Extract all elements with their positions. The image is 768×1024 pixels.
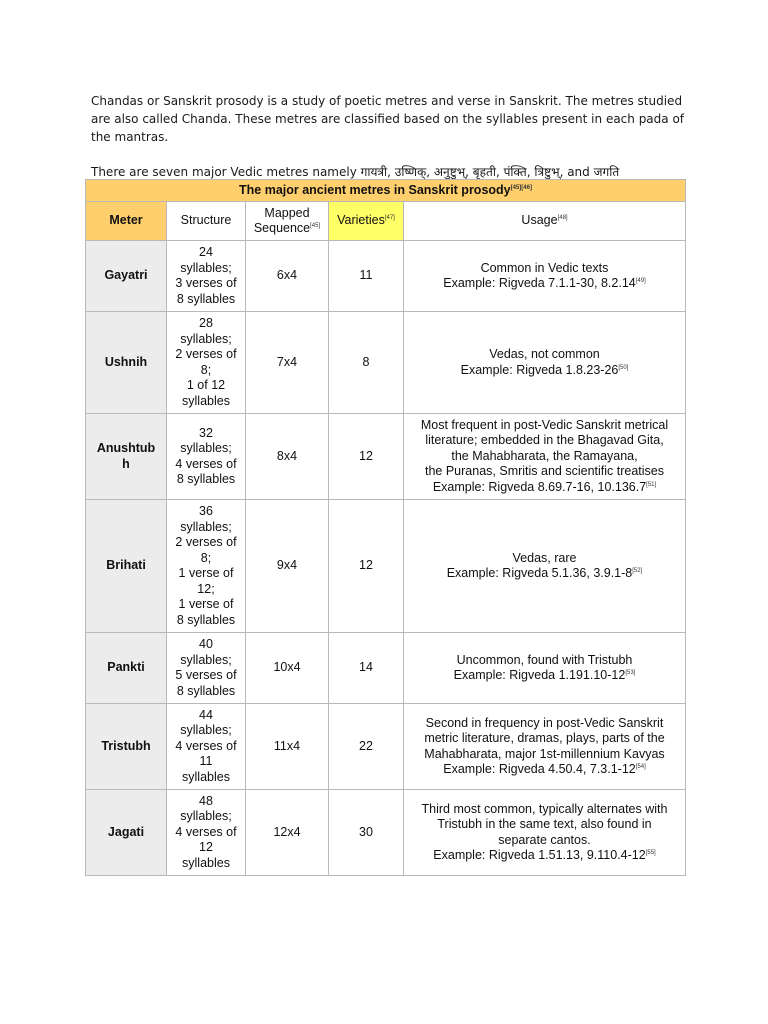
intro-paragraph-1: Chandas or Sanskrit prosody is a study of poetic metres and verse in Sanskrit. The metres studied are also called Chanda. These metres are classified based on the syllables present in each pada of the mantras. (91, 94, 685, 144)
usage-reference[interactable]: [53] (625, 669, 636, 676)
usage-cell (404, 500, 686, 633)
usage-text: Second in frequency in post-Vedic Sanskrit metric literature, dramas, plays, parts of the Mahabharata, major 1st-millennium Kavyas Example: Rigveda 4.50.4, 7.3.1-12 (424, 715, 665, 776)
usage-cell (404, 241, 686, 312)
header-structure: Structure (167, 202, 246, 241)
structure-cell: 24 syllables; 3 verses of 8 syllables (167, 241, 246, 312)
varieties-cell: 30 (329, 790, 404, 876)
header-varieties-label: Varieties (337, 213, 385, 228)
usage-cell (404, 312, 686, 414)
meter-name-cell: Brihati (86, 500, 167, 633)
usage-reference[interactable]: [54] (635, 763, 646, 770)
usage-text: Third most common, typically alternates with Tristubh in the same text, also found in separate cantos. Example: Rigveda 1.51.13, 9.110.4-12 (421, 801, 668, 862)
usage-reference[interactable]: [51] (646, 481, 657, 488)
table-row (86, 633, 686, 704)
table-caption (86, 180, 686, 202)
usage-reference[interactable]: [49] (635, 277, 646, 284)
meter-name-cell: Pankti (86, 633, 167, 704)
structure-cell: 28 syllables; 2 verses of 8; 1 of 12 syllables (167, 312, 246, 414)
metres-table (85, 179, 686, 876)
table-row (86, 312, 686, 414)
header-mapped-sequence (246, 202, 329, 241)
usage-cell (404, 790, 686, 876)
usage-text: Vedas, not common Example: Rigveda 1.8.23-26 (460, 347, 619, 377)
meter-name-cell: Jagati (86, 790, 167, 876)
intro-text (91, 92, 691, 181)
usage-text: Most frequent in post-Vedic Sanskrit metrical literature; embedded in the Bhagavad Gita, the Mahabharata, the Ramayana, the Puranas, Smritis and scientific treatises Example: Rigveda 8.69.7-16, 10.136.7 (420, 417, 669, 494)
varieties-cell: 8 (329, 312, 404, 414)
table-row (86, 790, 686, 876)
usage-text: Common in Vedic texts Example: Rigveda 7.1.1-30, 8.2.14 (443, 260, 636, 290)
usage-cell (404, 633, 686, 704)
usage-text: Uncommon, found with Tristubh Example: Rigveda 1.191.10-12 (453, 652, 633, 682)
sequence-cell: 9x4 (246, 500, 329, 633)
table-row (86, 500, 686, 633)
structure-cell: 32 syllables; 4 verses of 8 syllables (167, 414, 246, 500)
sequence-cell: 8x4 (246, 414, 329, 500)
usage-reference[interactable]: [52] (632, 567, 643, 574)
varieties-cell: 12 (329, 414, 404, 500)
usage-reference[interactable]: [55] (645, 849, 656, 856)
varieties-cell: 22 (329, 704, 404, 790)
usage-cell (404, 704, 686, 790)
table-row (86, 414, 686, 500)
structure-cell: 40 syllables; 5 verses of 8 syllables (167, 633, 246, 704)
caption-reference[interactable]: [45][46] (510, 184, 532, 191)
meter-name-cell: Ushnih (86, 312, 167, 414)
intro-paragraph-2: There are seven major Vedic metres namely गायत्री, उष्णिक्, अनुष्टुभ्, बृहती, पंक्ति, त्रिष्टुभ्, and जगति (91, 165, 620, 179)
header-usage (404, 202, 686, 241)
table-caption-text: The major ancient metres in Sanskrit prosody (239, 182, 511, 197)
structure-cell: 36 syllables; 2 verses of 8; 1 verse of 12; 1 verse of 8 syllables (167, 500, 246, 633)
meter-name-cell: Gayatri (86, 241, 167, 312)
sequence-cell: 6x4 (246, 241, 329, 312)
header-meter: Meter (86, 202, 167, 241)
mapped-sequence-reference[interactable]: [45] (310, 222, 321, 229)
varieties-cell: 12 (329, 500, 404, 633)
structure-cell: 48 syllables; 4 verses of 12 syllables (167, 790, 246, 876)
header-mapped-sequence-label: Mapped Sequence (253, 205, 311, 235)
varieties-cell: 14 (329, 633, 404, 704)
sequence-cell: 12x4 (246, 790, 329, 876)
usage-reference[interactable]: [50] (618, 364, 629, 371)
sequence-cell: 11x4 (246, 704, 329, 790)
structure-cell: 44 syllables; 4 verses of 11 syllables (167, 704, 246, 790)
table-header-row (86, 202, 686, 241)
sequence-cell: 10x4 (246, 633, 329, 704)
table-row (86, 704, 686, 790)
sequence-cell: 7x4 (246, 312, 329, 414)
meter-name-cell: Anushtub h (86, 414, 167, 500)
varieties-reference[interactable]: [47] (384, 215, 395, 222)
usage-cell (404, 414, 686, 500)
table-caption-row (86, 180, 686, 202)
varieties-cell: 11 (329, 241, 404, 312)
table-row (86, 241, 686, 312)
meter-name-cell: Tristubh (86, 704, 167, 790)
usage-text: Vedas, rare Example: Rigveda 5.1.36, 3.9.1-8 (446, 550, 633, 580)
usage-reference[interactable]: [48] (557, 215, 568, 222)
header-usage-label: Usage (521, 213, 558, 228)
header-varieties (329, 202, 404, 241)
